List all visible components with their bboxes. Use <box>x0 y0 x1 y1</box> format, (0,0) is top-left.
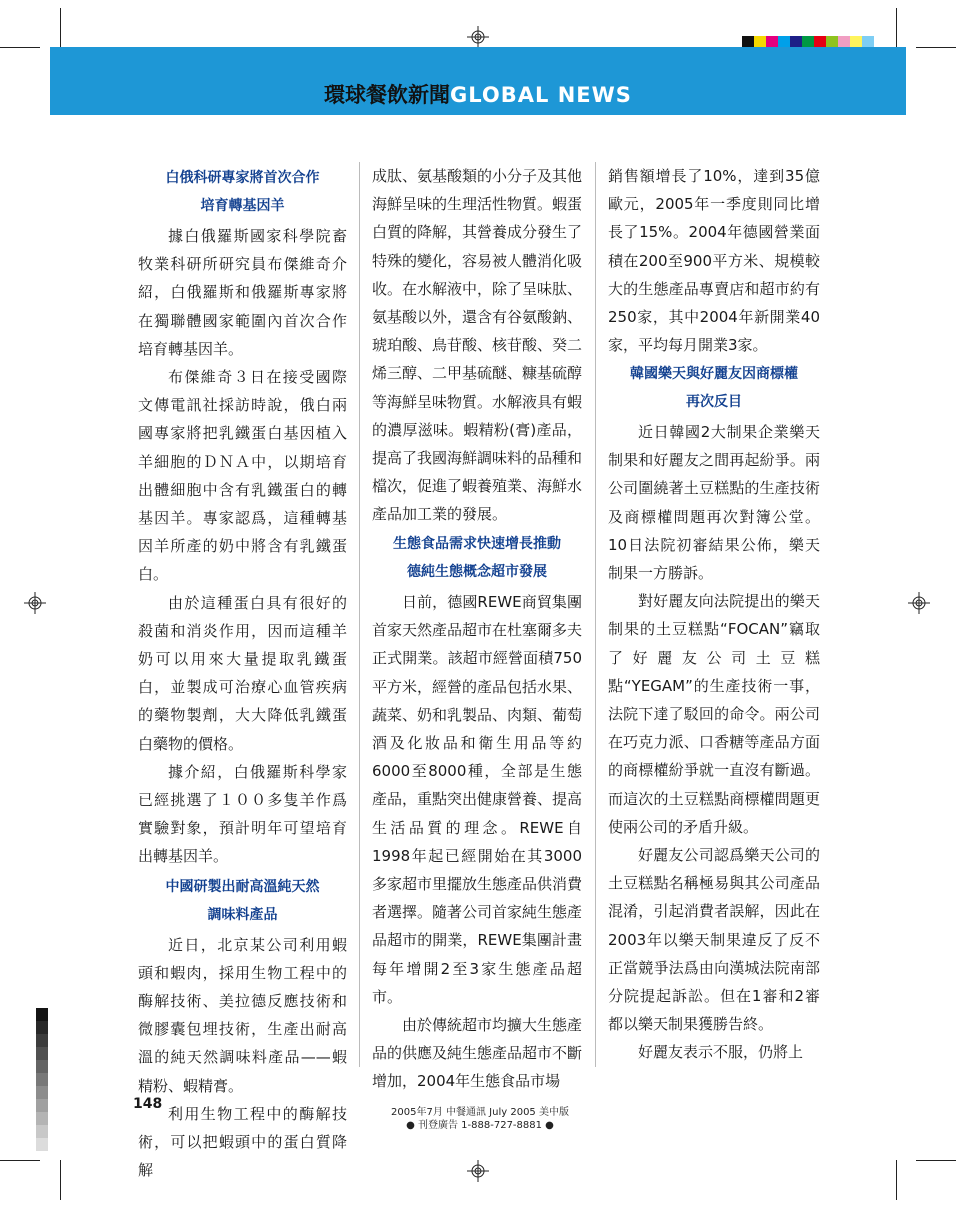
paragraph: 對好麗友向法院提出的樂天制果的土豆糕點“FOCAN”竊取了好麗友公司土豆糕點“YEGAM”的生產技術一事，法院下達了駁回的命令。兩公司在巧克力派、口香糖等產品方面的商標權紛爭就一直沒有斷過。而這次的土豆糕點商標權問題更使兩公司的矛盾升級。 <box>608 592 820 836</box>
paragraph-continued: 成肽、氨基酸類的小分子及其他海鮮呈味的生理活性物質。蝦蛋白質的降解，其營養成分發生了特殊的變化，容易被人體消化吸收。在水解液中，除了呈味肽、氨基酸以外，還含有谷氨酸鈉、琥珀酸、鳥苷酸、核苷酸、癸二烯三醇、二甲基硫醚、糠基硫醇等海鮮呈味物質。水解液具有蝦的濃厚滋味。蝦精粉(膏)產品，提高了我國海鮮調味料的品種和檔次，促進了蝦養殖業、海鮮水產品加工業的發展。 <box>372 167 583 524</box>
paragraph: 利用生物工程中的酶解技術，可以把蝦頭中的蛋白質降解 <box>138 1104 347 1180</box>
headline: 白俄科研專家將首次合作 培育轉基因羊 <box>165 170 320 214</box>
paragraph: 好麗友表示不服，仍將上 <box>638 1043 804 1062</box>
gray-step <box>36 1112 48 1125</box>
crop-mark <box>916 47 956 48</box>
page-title <box>0 80 956 110</box>
paragraph: 據白俄羅斯國家科學院畜牧業科研所研究員布傑維奇介紹，白俄羅斯和俄羅斯專家將在獨聯體國家範圍內首次合作培育轉基因羊。 <box>138 227 347 358</box>
crop-mark <box>60 1160 61 1200</box>
paragraph: 好麗友公司認爲樂天公司的土豆糕點名稱極易與其公司產品混淆，引起消費者誤解，因此在2003年以樂天制果違反了反不正當競爭法爲由向漢城法院南部分院提起訴訟。但在1審和2審都以樂天制果獲勝告終。 <box>608 846 820 1034</box>
crop-mark <box>896 1160 897 1200</box>
paragraph: 近日，北京某公司利用蝦頭和蝦肉，採用生物工程中的酶解技術、美拉德反應技術和微膠囊包埋技術，生產出耐高溫的純天然調味料產品——蝦精粉、蝦精膏。 <box>138 935 347 1095</box>
paragraph: 近日韓國2大制果企業樂天制果和好麗友之間再起紛爭。兩公司圍繞著土豆糕點的生產技術及商標權問題再次對簿公堂。10日法院初審結果公佈，樂天制果一方勝訴。 <box>608 423 820 583</box>
registration-mark-icon <box>467 1160 489 1182</box>
paragraph: 由於傳統超市均擴大生態產品的供應及純生態產品超市不斷增加，2004年生態食品市場 <box>372 1016 583 1091</box>
gray-step <box>36 1060 48 1073</box>
gray-step <box>36 1073 48 1086</box>
registration-mark-icon <box>24 592 46 614</box>
gray-step <box>36 1138 48 1151</box>
headline: 生態食品需求快速增長推動 德純生態概念超市發展 <box>393 536 561 580</box>
gray-step <box>36 1047 48 1060</box>
footer-ad-line: ● 刊登廣告 1-888-727-8881 ● <box>406 1120 554 1131</box>
footer <box>330 1106 630 1132</box>
crop-mark <box>916 1160 956 1161</box>
paragraph: 日前，德國REWE商貿集團首家天然產品超市在杜塞爾多夫正式開業。該超市經營面積750平方米，經營的產品包括水果、蔬菜、奶和乳製品、肉類、葡萄酒及化妝品和衛生用品等約6000至8000種，全部是生態產品，重點突出健康營養、提高生活品質的理念。REWE自1998年起已經開始在其3000多家超市里擺放生態產品供消費者選擇。隨著公司首家純生態產品超市的開業，REWE集團計畫每年增開2至3家生態產品超市。 <box>372 593 583 1006</box>
column-divider <box>359 162 360 1067</box>
column-1 <box>138 162 347 1180</box>
crop-mark <box>0 1160 40 1161</box>
registration-mark-icon <box>908 592 930 614</box>
crop-mark <box>60 8 61 48</box>
crop-mark <box>896 8 897 48</box>
page-number: 148 <box>133 1096 163 1112</box>
footer-issue-line: 2005年7月 中餐通訊 July 2005 美中版 <box>391 1107 569 1118</box>
crop-mark <box>0 47 40 48</box>
gray-step <box>36 1008 48 1021</box>
registration-mark-icon <box>467 26 489 48</box>
title-english: GLOBAL NEWS <box>450 83 632 107</box>
paragraph: 據介紹，白俄羅斯科學家已經挑選了１００多隻羊作爲實驗對象，預計明年可望培育出轉基因羊。 <box>138 762 347 866</box>
gray-step <box>36 1125 48 1138</box>
gray-step <box>36 1086 48 1099</box>
headline: 中國研製出耐高溫純天然 調味料產品 <box>165 878 320 923</box>
paragraph: 布傑維奇３日在接受國際文傳電訊社採訪時說，俄白兩國專家將把乳鐵蛋白基因植入羊細胞的ＤＮＡ中，以期培育出體細胞中含有乳鐵蛋白的轉基因羊。專家認爲，這種轉基因羊所產的奶中將含有乳鐵蛋白。 <box>138 368 347 584</box>
column-divider <box>595 162 596 1067</box>
gray-step <box>36 1034 48 1047</box>
column-3 <box>608 162 820 1067</box>
paragraph-continued: 銷售額增長了10%，達到35億歐元，2005年一季度則同比增長了15%。2004年德國營業面積在200至900平方米、規模較大的生態產品專賣店和超市約有250家，其中2004年新開業40家，平均每月開業3家。 <box>608 167 820 355</box>
gray-scale-bar <box>36 1008 48 1151</box>
title-chinese: 環球餐飲新聞 <box>324 83 451 107</box>
paragraph: 由於這種蛋白具有很好的殺菌和消炎作用，因而這種羊奶可以用來大量提取乳鐵蛋白，並製成可治療心血管疾病的藥物製劑，大大降低乳鐵蛋白藥物的價格。 <box>138 593 347 753</box>
column-2 <box>372 162 582 1095</box>
headline: 韓國樂天與好麗友因商標權 再次反目 <box>630 366 798 410</box>
gray-step <box>36 1021 48 1034</box>
gray-step <box>36 1099 48 1112</box>
